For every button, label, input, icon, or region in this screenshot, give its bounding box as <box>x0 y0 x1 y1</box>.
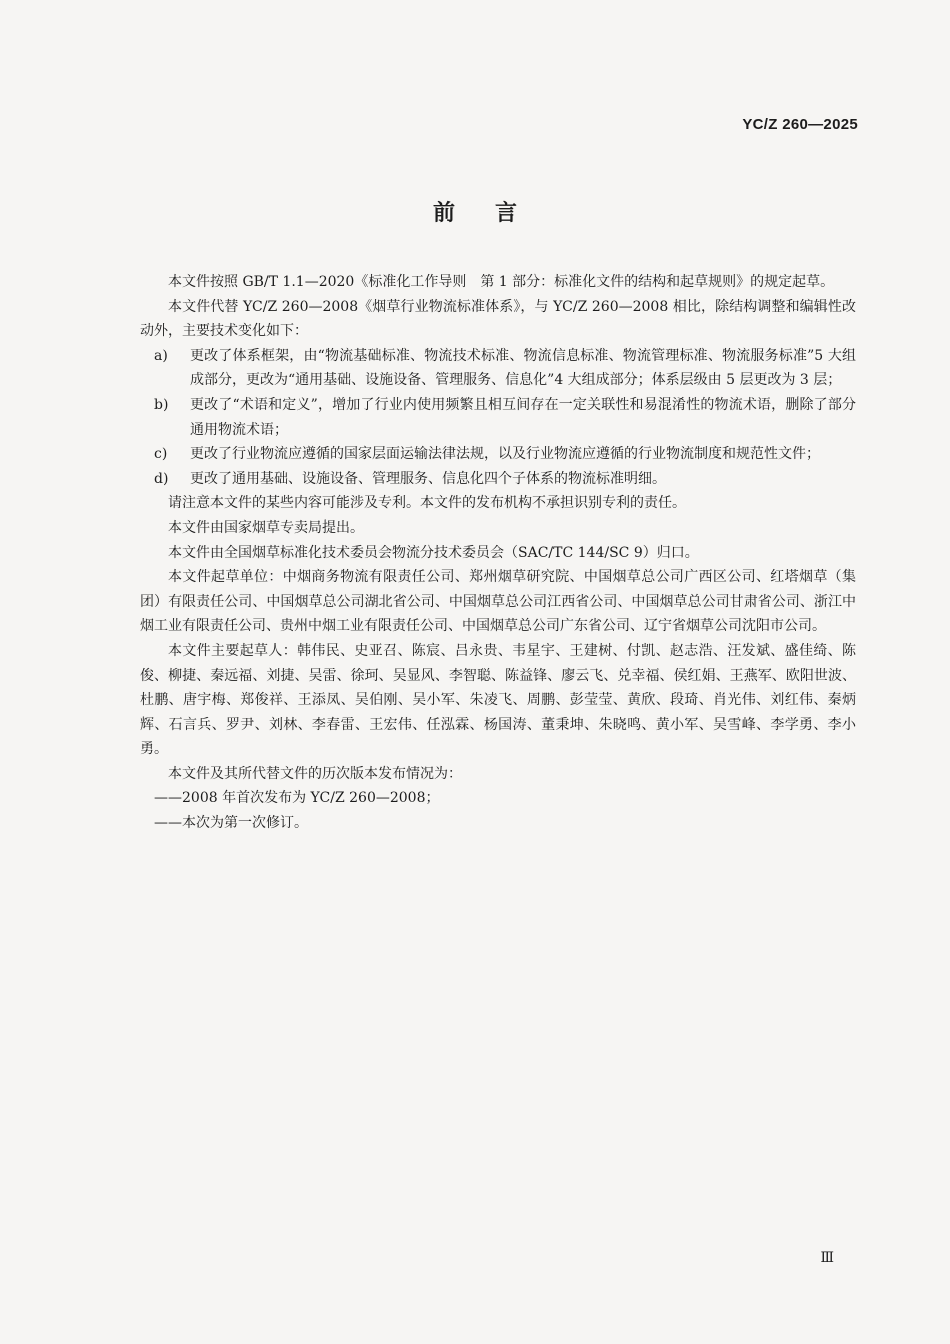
list-item <box>140 393 856 442</box>
list-marker: b) <box>154 396 169 413</box>
paragraph-centralizer: 本文件由全国烟草标准化技术委员会物流分技术委员会（SAC/TC 144/SC 9）归口。 <box>168 544 699 561</box>
paragraph-proposer: 本文件由国家烟草专卖局提出。 <box>168 519 364 536</box>
list-marker: c) <box>154 446 168 463</box>
paragraph-patent-notice: 请注意本文件的某些内容可能涉及专利。本文件的发布机构不承担识别专利的责任。 <box>168 495 686 512</box>
list-marker: d) <box>154 470 169 487</box>
list-text: 更改了行业物流应遵循的国家层面运输法律法规，以及行业物流应遵循的行业物流制度和规范性文件； <box>190 446 820 463</box>
paragraph-history-intro: 本文件及其所代替文件的历次版本发布情况为： <box>168 765 462 782</box>
paragraph-drafters: 本文件主要起草人：韩伟民、史亚召、陈宸、吕永贵、韦星宇、王建树、付凯、赵志浩、汪发斌、盛佳绮、陈俊、柳捷、秦远福、刘捷、吴雷、徐珂、吴显风、李智聪、陈益锋、廖云飞、兑幸福、侯红娟、王燕军、欧阳世波、杜鹏、唐宇梅、郑俊祥、王添凤、吴伯刚、吴小军、朱凌飞、周鹏、彭莹莹、黄欣、段琦、肖光伟、刘红伟、秦炳辉、石言兵、罗尹、刘林、李春雷、王宏伟、任泓霖、杨国涛、董秉坤、朱晓鸣、黄小军、吴雪峰、李学勇、李小勇。 <box>140 642 856 758</box>
list-text: 更改了体系框架，由“物流基础标准、物流技术标准、物流信息标准、物流管理标准、物流服务标准”5 大组成部分，更改为“通用基础、设施设备、管理服务、信息化”4 大组成部分；体系层级由 5 层更改为 3 层； <box>190 347 856 389</box>
paragraph-replacement: 本文件代替 YC/Z 260—2008《烟草行业物流标准体系》，与 YC/Z 260—2008 相比，除结构调整和编辑性改动外，主要技术变化如下： <box>140 298 856 340</box>
list-text: 更改了通用基础、设施设备、管理服务、信息化四个子体系的物流标准明细。 <box>190 470 666 487</box>
paragraph-drafting-units: 本文件起草单位：中烟商务物流有限责任公司、郑州烟草研究院、中国烟草总公司广西区公司、红塔烟草（集团）有限责任公司、中国烟草总公司湖北省公司、中国烟草总公司江西省公司、中国烟草总公司甘肃省公司、浙江中烟工业有限责任公司、贵州中烟工业有限责任公司、中国烟草总公司广东省公司、辽宁省烟草公司沈阳市公司。 <box>140 569 856 635</box>
list-marker: a) <box>154 347 168 364</box>
page-number: Ⅲ <box>820 1250 834 1266</box>
list-item <box>140 344 856 393</box>
page-title: 前言 <box>432 201 557 226</box>
list-text: 更改了“术语和定义”，增加了行业内使用频繁且相互间存在一定关联性和易混淆性的物流术语，删除了部分通用物流术语； <box>190 396 856 438</box>
list-item <box>140 442 856 467</box>
document-code: YC/Z 260—2025 <box>742 116 858 133</box>
list-item <box>140 467 856 492</box>
paragraph-drafting-rules: 本文件按照 GB/T 1.1—2020《标准化工作导则 第 1 部分：标准化文件的结构和起草规则》的规定起草。 <box>168 274 835 290</box>
foreword-body <box>140 270 856 836</box>
history-entry: ——本次为第一次修订。 <box>154 815 308 832</box>
history-entry: ——2008 年首次发布为 YC/Z 260—2008； <box>154 790 440 807</box>
